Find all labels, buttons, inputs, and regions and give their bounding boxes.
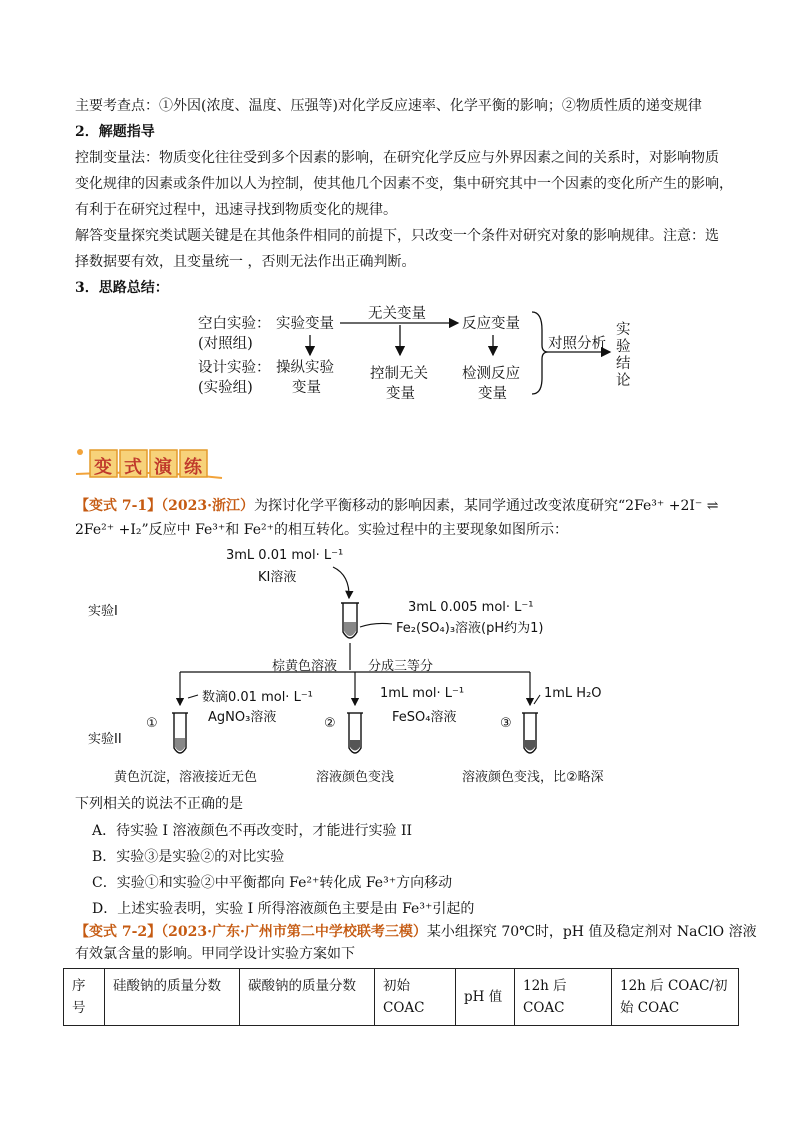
manipulate-variable-line-2: 变量	[292, 380, 321, 396]
option-a: A．待实验 I 溶液颜色不再改变时，才能进行实验 II	[92, 823, 413, 839]
question-7-1-source: （2023·浙江）	[161, 498, 255, 514]
option-d: D．上述实验表明，实验 I 所得溶液颜色主要是由 Fe³⁺引起的	[92, 901, 475, 917]
control-irrelevant-line-1: 控制无关	[370, 366, 428, 382]
experiment-2-label: 实验II	[88, 732, 122, 747]
header-cell-sodium-silicate: 硅酸钠的质量分数	[105, 969, 240, 1026]
experiment-1-label: 实验I	[88, 604, 118, 619]
question-7-2-tag: 【变式 7-2】	[75, 924, 162, 940]
brown-yellow-solution: 棕黄色溶液	[272, 659, 338, 674]
guide-paragraph-2-line-1: 解答变量探究类试题关键是在其他条件相同的前提下，只改变一个条件对研究对象的影响规律。注意：选	[75, 228, 719, 244]
experiment-design-table	[63, 968, 739, 1026]
conclusion-char-1: 实	[616, 322, 631, 338]
response-variable-label: 反应变量	[462, 316, 520, 332]
option-b: B．实验③是实验②的对比实验	[92, 849, 285, 865]
header-cell-ratio: 12h 后 COAC/初始 COAC	[612, 969, 739, 1026]
observation-3: 溶液颜色变浅，比②略深	[462, 770, 604, 785]
banner-char-4: 练	[184, 457, 202, 478]
ferrous-sulfate-solution: FeSO₄溶液	[392, 710, 457, 725]
question-7-1-line-2: 2Fe²⁺ +I₂”反应中 Fe³⁺和 Fe²⁺的相互转化。实验过程中的主要现象如图所示：	[75, 522, 568, 538]
header-cell-initial-coac: 初始 COAC	[375, 969, 456, 1026]
tube-3-number: ③	[500, 716, 512, 731]
silver-nitrate-solution: AgNO₃溶液	[208, 710, 277, 725]
main-points: 主要考查点：①外因(浓度、温度、压强等)对化学反应速率、化学平衡的影响；②物质性质的递变规律	[75, 98, 702, 114]
blank-experiment-label: 空白实验：	[198, 316, 271, 332]
water-volume: 1mL H₂O	[544, 686, 602, 701]
question-7-1-stem: 下列相关的说法不正确的是	[75, 796, 243, 812]
detect-response-line-2: 变量	[478, 386, 507, 402]
guide-heading: 2．解题指导	[75, 124, 155, 140]
summary-heading: 3．思路总结：	[75, 280, 169, 296]
question-7-1-tag: 【变式 7-1】	[75, 498, 162, 514]
ki-solution: KI溶液	[258, 570, 297, 585]
design-experiment-label: 设计实验：	[198, 360, 271, 376]
guide-paragraph-1-line-2: 变化规律的因素或条件加以人为控制，使其他几个因素不变，集中研究其中一个因素的变化所产生的影响，	[75, 176, 733, 192]
ki-concentration: 3mL 0.01 mol· L⁻¹	[226, 548, 344, 563]
iron-sulfate-concentration: 3mL 0.005 mol· L⁻¹	[408, 600, 534, 615]
question-7-2-line-1	[75, 922, 757, 942]
guide-paragraph-2-line-2: 择数据要有效，且变量统一 ，否则无法作出正确判断。	[75, 254, 416, 270]
control-group-label: (对照组)	[198, 336, 253, 352]
question-7-2-source: （2023·广东·广州市第二中学校联考三模）	[161, 924, 427, 940]
header-cell-sodium-carbonate: 碳酸钠的质量分数	[240, 969, 375, 1026]
header-cell-ph: pH 值	[456, 969, 515, 1026]
banner-char-3: 演	[154, 457, 172, 478]
tube-2-number: ②	[324, 716, 336, 731]
conclusion-char-4: 论	[616, 373, 631, 389]
conclusion-char-2: 验	[616, 339, 631, 355]
banner-char-2: 式	[124, 457, 142, 478]
guide-paragraph-1-line-1: 控制变量法：物质变化往往受到多个因素的影响，在研究化学反应与外界因素之间的关系时，对影响物质	[75, 150, 719, 166]
guide-paragraph-1-line-3: 有利于在研究过程中，迅速寻找到物质变化的规律。	[75, 202, 397, 218]
experimental-variable-label: 实验变量	[276, 316, 334, 332]
question-7-1-text: 为探讨化学平衡移动的影响因素，某同学通过改变浓度研究“2Fe³⁺ +2I⁻ ⇌	[254, 498, 719, 514]
compare-analysis-label: 对照分析	[548, 336, 606, 352]
tube-1-number: ①	[146, 716, 158, 731]
manipulate-variable-line-1: 操纵实验	[276, 360, 334, 376]
header-cell-index: 序号	[64, 969, 105, 1026]
control-irrelevant-line-2: 变量	[386, 386, 415, 402]
observation-1: 黄色沉淀，溶液接近无色	[114, 770, 258, 785]
observation-2: 溶液颜色变浅	[316, 770, 395, 785]
question-7-2-line-2: 有效氯含量的影响。甲同学设计实验方案如下	[75, 946, 355, 962]
header-cell-12h-coac: 12h 后 COAC	[515, 969, 612, 1026]
question-7-2-text: 某小组探究 70℃时，pH 值及稳定剂对 NaClO 溶液	[426, 924, 757, 940]
experiment-group-label: (实验组)	[198, 380, 253, 396]
split-into-three: 分成三等分	[368, 659, 434, 674]
ferrous-sulfate-concentration: 1mL mol· L⁻¹	[380, 686, 465, 701]
option-c: C．实验①和实验②中平衡都向 Fe²⁺转化成 Fe³⁺方向移动	[92, 875, 453, 891]
banner-char-1: 变	[94, 457, 112, 478]
silver-nitrate-concentration: 数滴0.01 mol· L⁻¹	[202, 690, 313, 705]
detect-response-line-1: 检测反应	[462, 366, 520, 382]
table-header-row	[64, 969, 739, 1026]
conclusion-char-3: 结	[616, 356, 631, 372]
iron-sulfate-solution: Fe₂(SO₄)₃溶液(pH约为1)	[396, 621, 544, 636]
irrelevant-variable-label: 无关变量	[368, 306, 426, 322]
